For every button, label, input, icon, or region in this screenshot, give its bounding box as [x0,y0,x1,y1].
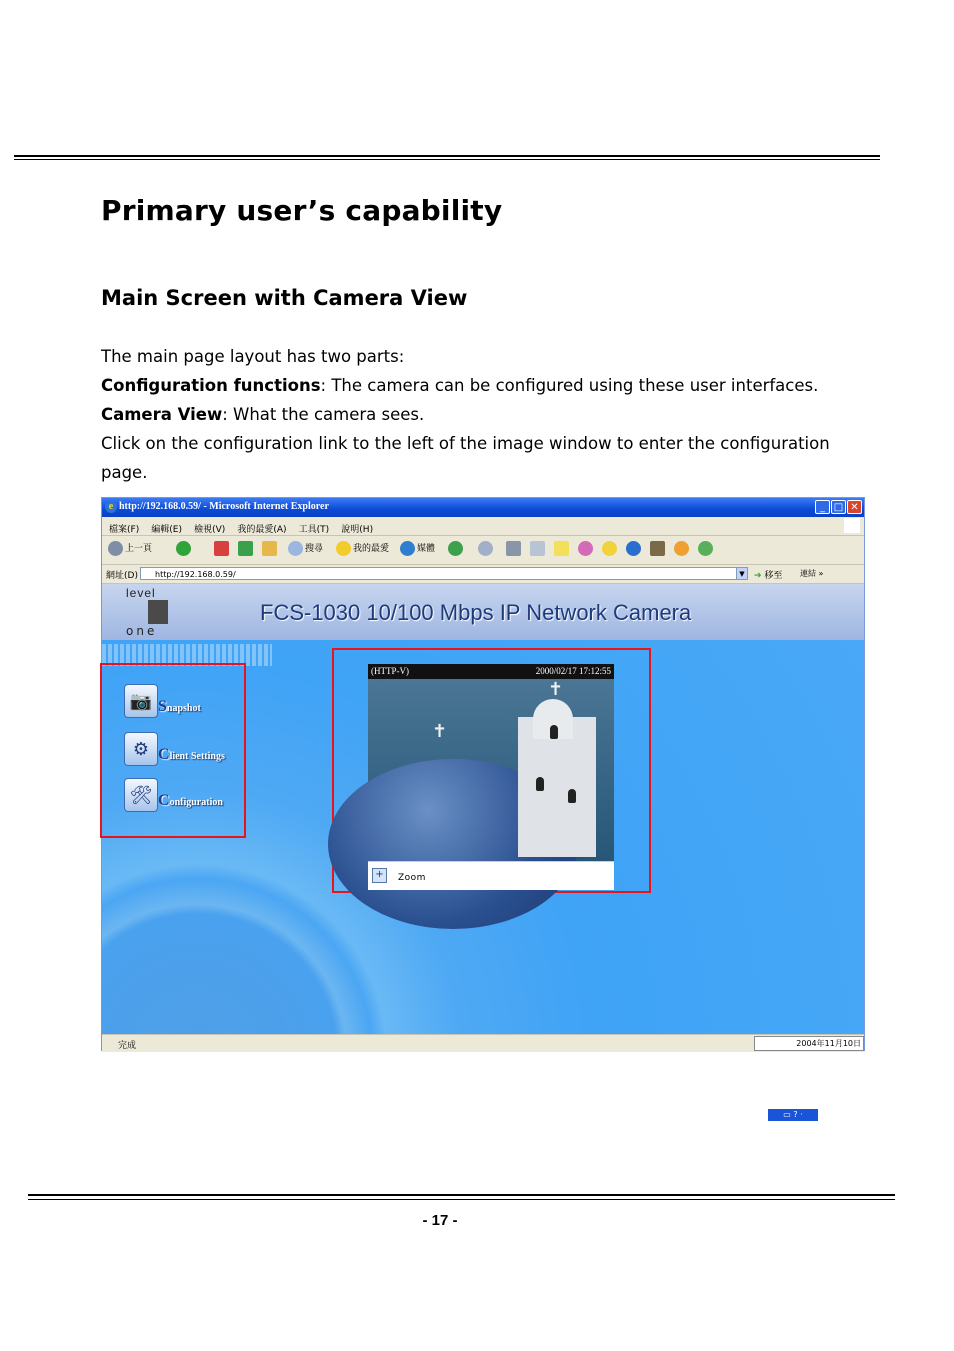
configuration-link[interactable] [124,774,223,812]
title-bar [102,498,864,517]
configuration-cap: C [158,792,170,809]
snapshot-cap: S [158,698,167,715]
client-settings-link[interactable] [124,728,225,766]
camera-header [368,664,614,679]
configuration-rest: onfiguration [169,797,223,808]
edit-icon [530,541,545,556]
section-heading: Main Screen with Camera View [101,286,468,310]
tray-popup[interactable]: ▭ ? · [767,1108,819,1122]
body-text [101,342,881,487]
users-icon [698,541,713,556]
page-heading: Primary user’s capability [101,194,503,227]
bottom-rule [28,1194,895,1196]
forward-button[interactable] [176,541,193,556]
client-settings-rest: lient Settings [169,751,225,762]
menu-help[interactable]: 說明(H) [341,525,374,535]
search-button[interactable] [288,541,323,556]
address-dropdown-icon[interactable]: ▼ [736,567,748,580]
search-icon [288,541,303,556]
snapshot-label [158,698,201,716]
refresh-button[interactable] [238,541,255,556]
levelone-logo [126,586,170,638]
back-label: 上一頁 [125,544,153,554]
zoom-bar [368,861,614,890]
banner [102,584,864,640]
go-arrow-icon: ➔ [754,571,762,581]
note-button[interactable] [554,541,571,556]
address-input[interactable]: http://192.168.0.59/ [140,567,748,580]
blue-circle-button[interactable] [626,541,643,556]
snapshot-rest: napshot [166,703,201,714]
tray-clock: 2004年11月10日 [754,1036,864,1051]
menu-edit[interactable]: 編輯(E) [151,525,183,535]
intro-line: The main page layout has two parts: [101,347,405,366]
mail-icon [478,541,493,556]
print-icon [506,541,521,556]
menu-favorites[interactable]: 我的最愛(A) [237,525,287,535]
logo-one: one [126,624,158,638]
bell [536,777,544,791]
face-button[interactable] [674,541,691,556]
messenger-icon [578,541,593,556]
stop-icon [214,541,229,556]
dome-cross: ✝ [432,721,448,742]
media-label: 媒體 [417,544,436,554]
page-number: - 17 - [422,1212,458,1229]
bell [550,725,558,739]
forward-arrow-icon [176,541,191,556]
mail-button[interactable] [478,541,495,556]
config-desc: : The camera can be configured using these user interfaces. [320,376,819,395]
bottom-rule-thin [28,1199,895,1200]
tool-icon [650,541,665,556]
maximize-button[interactable]: □ [831,500,846,514]
smiley-icon [602,541,617,556]
camera-timestamp: 2000/02/17 17:12:55 [535,666,611,676]
menu-view[interactable]: 檢視(V) [194,525,226,535]
stop-button[interactable] [214,541,231,556]
back-arrow-icon [108,541,123,556]
globe-gear-icon: ⚙ [124,732,158,766]
camera-protocol: (HTTP-V) [371,666,409,676]
emoticon-button[interactable] [602,541,619,556]
history-button[interactable] [448,541,465,556]
blue-circle-icon [626,541,641,556]
edit-button[interactable] [530,541,547,556]
browser-screenshot [101,497,865,1119]
messenger-button[interactable] [578,541,595,556]
bell [568,789,576,803]
top-rule [14,155,880,157]
snapshot-link[interactable] [124,680,201,718]
history-icon [448,541,463,556]
address-bar [102,565,864,584]
top-rule-thin [14,159,880,160]
favorites-button[interactable] [336,541,389,556]
favorites-label: 我的最愛 [353,544,390,554]
view-term: Camera View [101,405,223,424]
tool-button[interactable] [650,541,667,556]
back-button[interactable] [108,541,152,556]
camera-icon: 📷 [124,684,158,718]
go-label: 移至 [764,571,783,581]
note-icon [554,541,569,556]
go-button[interactable] [754,568,782,581]
view-desc: : What the camera sees. [222,405,425,424]
print-button[interactable] [506,541,523,556]
users-button[interactable] [698,541,715,556]
menu-bar [102,517,864,536]
zoom-in-icon[interactable]: + [372,868,387,883]
media-button[interactable] [400,541,435,556]
minimize-button[interactable]: _ [815,500,830,514]
status-text: 完成 [118,1041,137,1051]
ie-icon: e [105,501,117,513]
home-icon [262,541,277,556]
star-icon [336,541,351,556]
media-icon [400,541,415,556]
tools-icon: 🛠 [124,778,158,812]
browser-toolbar [102,536,864,565]
refresh-icon [238,541,253,556]
view-line [101,400,881,429]
window-title: http://192.168.0.59/ - Microsoft Internet Explorer [119,501,329,512]
banner-title: FCS-1030 10/100 Mbps IP Network Camera [260,600,692,625]
configuration-label [158,792,223,810]
logo-block [148,600,168,624]
menu-tools[interactable]: 工具(T) [298,525,330,535]
zoom-label: Zoom [398,873,426,883]
config-line [101,371,881,400]
search-label: 搜尋 [305,544,324,554]
windows-logo-icon [844,518,860,533]
client-settings-label [158,746,225,764]
logo-level: level [126,586,156,600]
instruction-line: Click on the configuration link to the left of the image window to enter the configuration page. [101,434,830,482]
tower-cross: ✝ [548,679,564,700]
home-button[interactable] [262,541,279,556]
menu-file[interactable]: 檔案(F) [109,525,140,535]
links-button[interactable]: 連結 » [800,569,824,578]
face-icon [674,541,689,556]
close-button[interactable]: ✕ [847,500,862,514]
config-term: Configuration functions [101,376,321,395]
status-bar [102,1034,864,1052]
client-settings-cap: C [158,746,170,763]
camera-view [368,679,614,861]
address-label: 網址(D) [106,571,138,581]
